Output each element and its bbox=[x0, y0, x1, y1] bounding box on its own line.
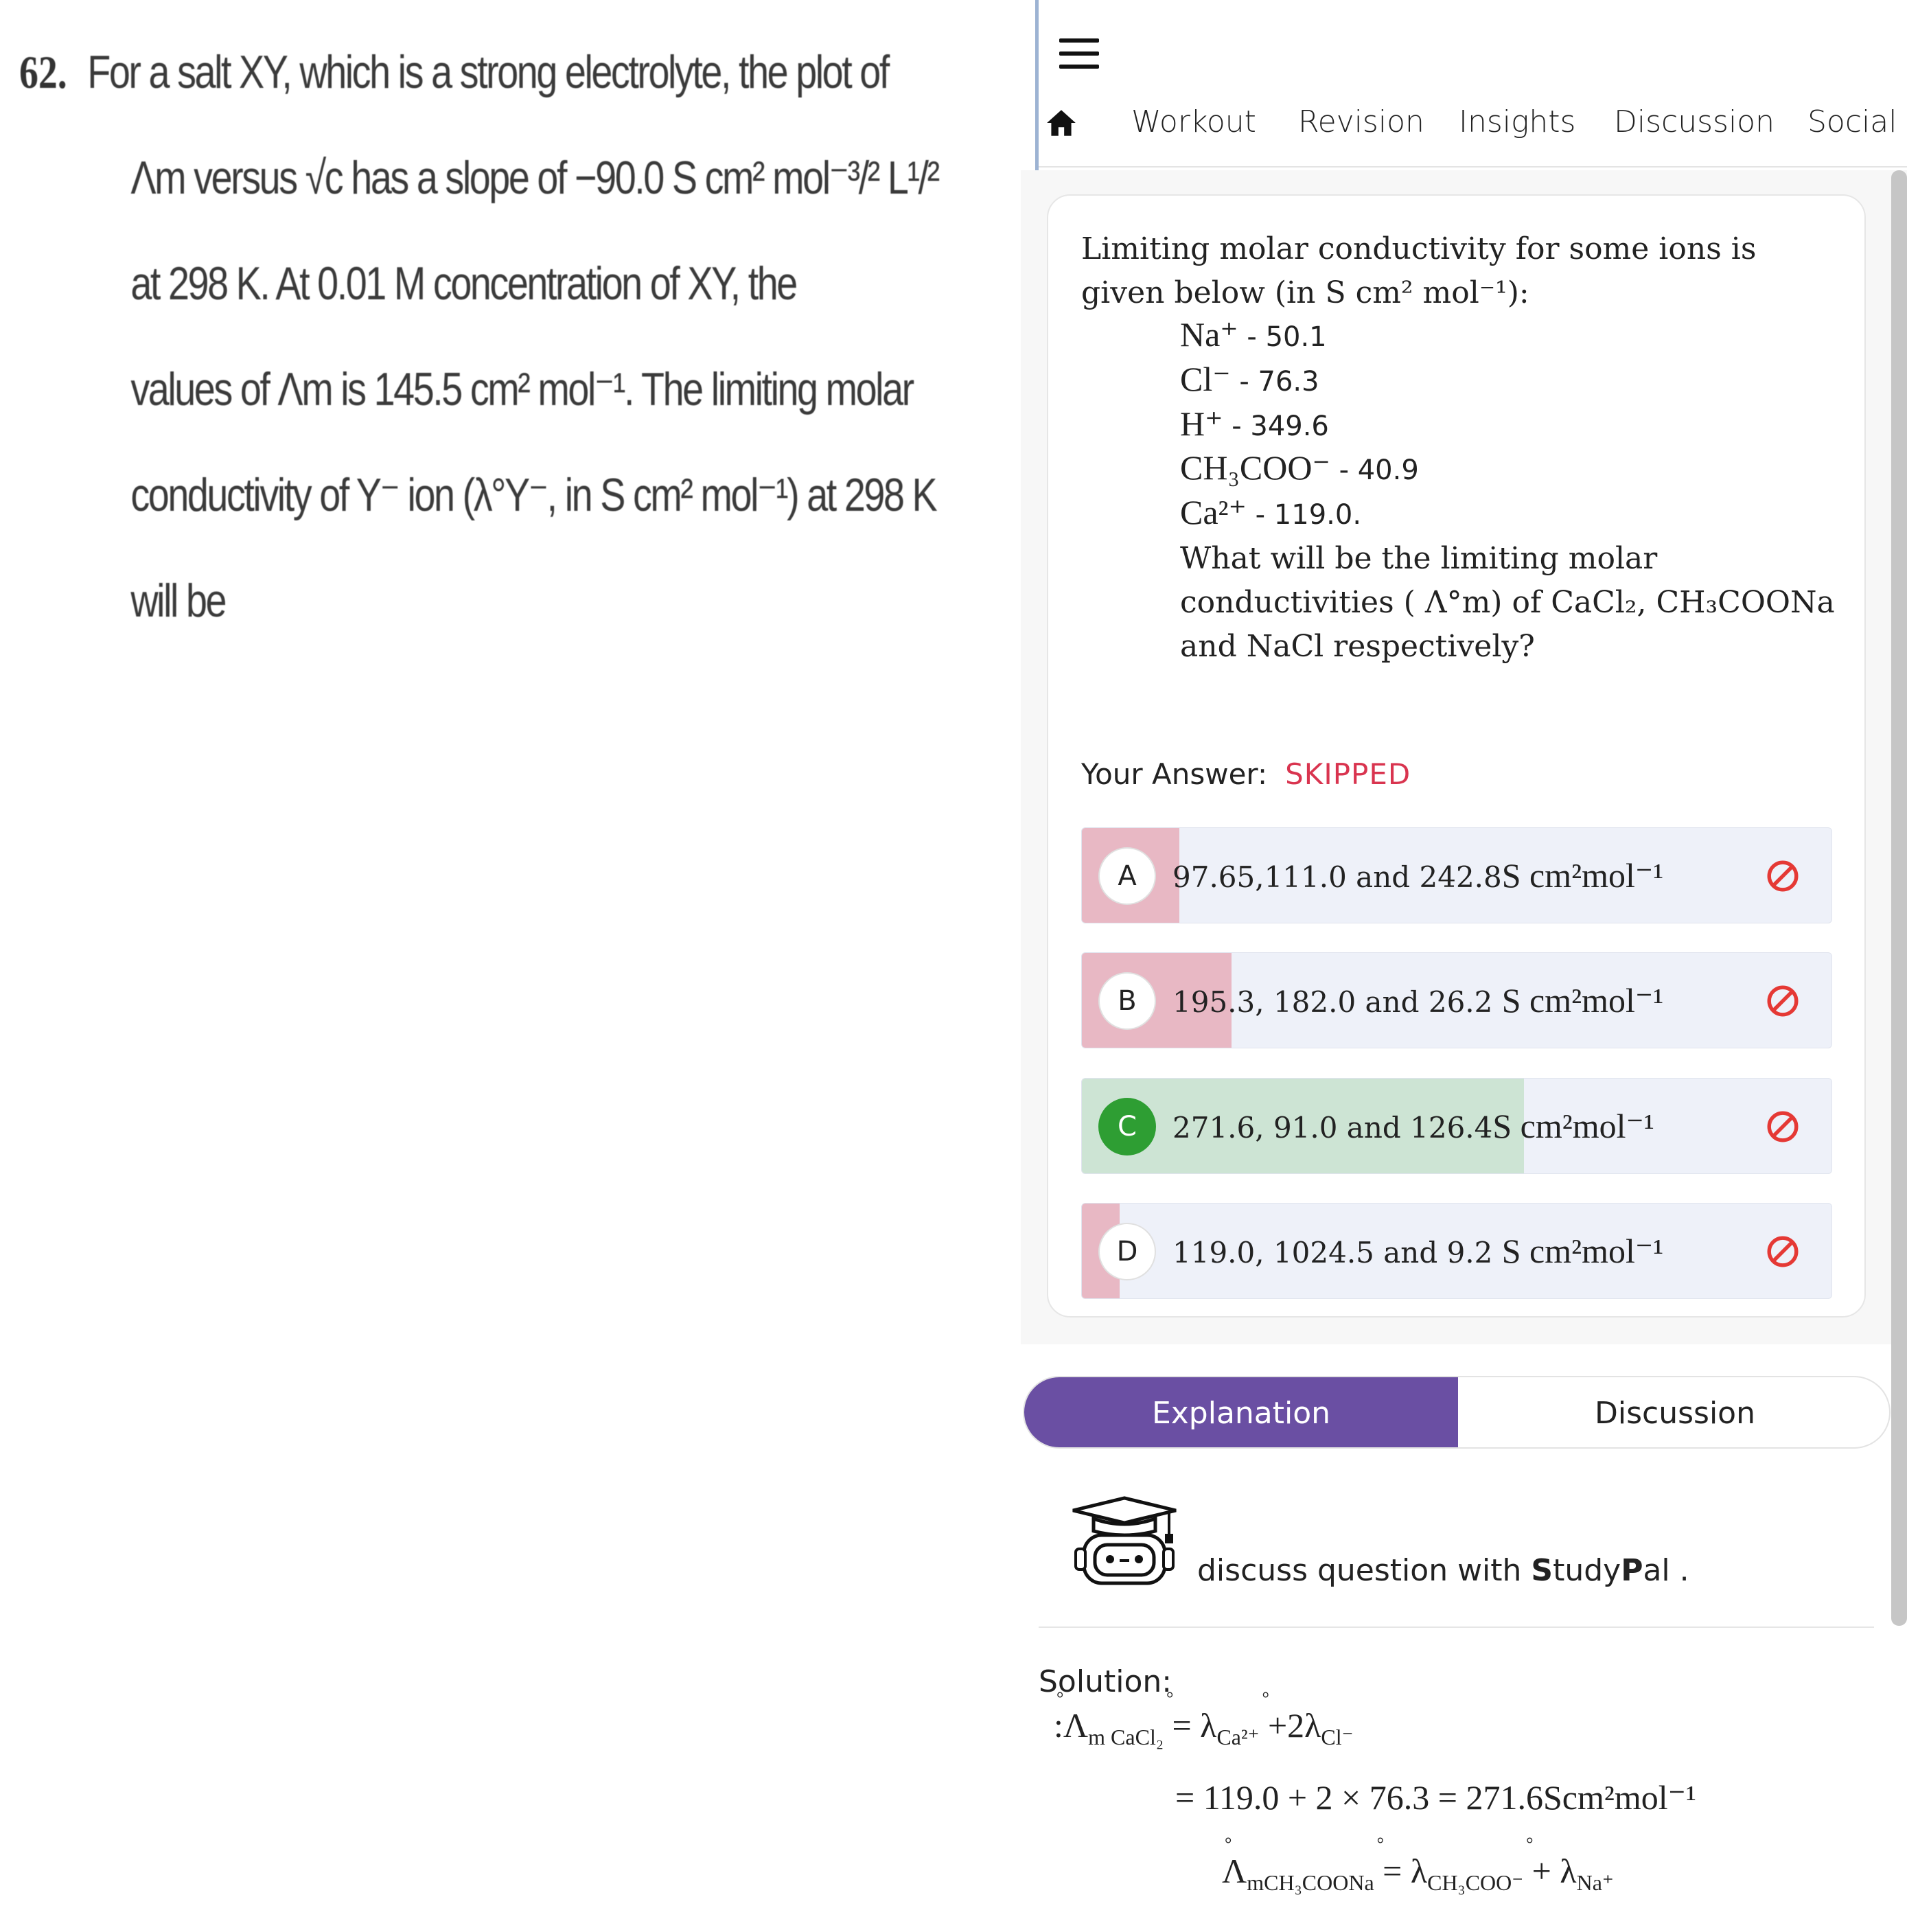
studypal-prefix: discuss question with bbox=[1197, 1553, 1532, 1588]
option-a[interactable] bbox=[1081, 827, 1832, 923]
math-mid: ° +2λ bbox=[1259, 1706, 1321, 1745]
solution-line-2: = 119.0 + 2 × 76.3 = 271.6Scm²mol⁻¹ bbox=[1175, 1778, 1696, 1817]
ion-row-h bbox=[1180, 404, 1329, 444]
math-sub: m CaCl₂ bbox=[1088, 1725, 1164, 1749]
option-letter: C bbox=[1098, 1098, 1156, 1155]
option-values: 97.65,111.0 and 242.8 bbox=[1172, 860, 1502, 894]
option-values: 195.3, 182.0 and 26.2 bbox=[1172, 985, 1502, 1019]
scanned-question-text bbox=[19, 19, 1032, 654]
option-values: 119.0, 1024.5 and 9.2 bbox=[1172, 1236, 1502, 1269]
scan-line-2: Λm versus √c has a slope of −90.0 S cm² mol⁻³/² L¹/² bbox=[130, 152, 938, 204]
math-rhs: ° = λ bbox=[1374, 1852, 1427, 1890]
studypal-robot-icon[interactable] bbox=[1066, 1495, 1183, 1589]
studypal-brand-s: S bbox=[1531, 1553, 1553, 1588]
your-answer-label: Your Answer: bbox=[1081, 757, 1268, 791]
studypal-brand-tudy: tudy bbox=[1553, 1553, 1621, 1588]
question-number: 62. bbox=[19, 46, 67, 98]
option-c[interactable] bbox=[1081, 1078, 1832, 1174]
ion-value: - 349.6 bbox=[1223, 411, 1329, 442]
ion-value: - 76.3 bbox=[1230, 366, 1319, 398]
math-sub: Ca²⁺ bbox=[1216, 1725, 1260, 1749]
option-letter: A bbox=[1098, 847, 1156, 905]
option-b[interactable] bbox=[1081, 952, 1832, 1048]
divider bbox=[1039, 1626, 1874, 1628]
scan-line-5: conductivity of Y⁻ ion (λ°Y⁻, in S cm² mol⁻¹) at 298 K bbox=[130, 469, 936, 521]
scan-text-1: For a salt XY, which is a strong electrolyte, the plot of bbox=[87, 46, 888, 98]
math-rhs: ° = λ bbox=[1164, 1706, 1216, 1745]
option-letter: B bbox=[1098, 972, 1156, 1030]
scrollbar[interactable] bbox=[1891, 170, 1907, 1626]
question-intro: Limiting molar conductivity for some ions is given below (in S cm² mol⁻¹): bbox=[1081, 231, 1757, 310]
blocked-icon bbox=[1766, 984, 1800, 1018]
solution-title: Solution: bbox=[1039, 1664, 1172, 1699]
math-mid: ° + λ bbox=[1523, 1852, 1576, 1890]
blocked-icon bbox=[1766, 859, 1800, 893]
blocked-icon bbox=[1766, 1109, 1800, 1144]
top-navigation bbox=[1039, 96, 1907, 168]
scan-line-3: at 298 K. At 0.01 M concentration of XY, the bbox=[130, 257, 796, 310]
nav-revision[interactable]: Revision bbox=[1298, 104, 1424, 139]
studypal-brand-al: al bbox=[1643, 1553, 1670, 1588]
home-icon[interactable] bbox=[1042, 106, 1080, 140]
studypal-brand-p: P bbox=[1621, 1553, 1643, 1588]
math-sub: CH₃COO⁻ bbox=[1427, 1870, 1524, 1895]
ion-symbol: Na⁺ bbox=[1180, 315, 1238, 354]
ion-symbol: Cl⁻ bbox=[1180, 360, 1231, 398]
ion-row-ca bbox=[1180, 492, 1361, 532]
math-sub: Cl⁻ bbox=[1321, 1725, 1354, 1749]
math-sub: mCH₃COONa bbox=[1247, 1870, 1374, 1895]
nav-insights[interactable]: Insights bbox=[1459, 104, 1576, 139]
ion-row-na bbox=[1180, 314, 1327, 354]
explanation-tabs bbox=[1023, 1376, 1891, 1449]
ion-row-acetate bbox=[1180, 448, 1419, 487]
your-answer bbox=[1081, 757, 1411, 791]
question-card bbox=[1047, 194, 1866, 1318]
math-lhs: ° :Λ bbox=[1054, 1706, 1088, 1745]
blocked-icon bbox=[1766, 1234, 1800, 1269]
solution-line-3 bbox=[1222, 1851, 1614, 1896]
option-unit: S cm²mol⁻¹ bbox=[1492, 1107, 1654, 1145]
ion-symbol: H⁺ bbox=[1180, 404, 1223, 443]
option-letter: D bbox=[1098, 1223, 1156, 1280]
nav-workout[interactable]: Workout bbox=[1131, 104, 1256, 139]
nav-social[interactable]: Social bbox=[1807, 104, 1897, 139]
studypal-link[interactable] bbox=[1197, 1553, 1689, 1588]
math-sub: Na⁺ bbox=[1576, 1870, 1614, 1895]
ion-value: - 119.0. bbox=[1246, 499, 1362, 531]
answer-status: SKIPPED bbox=[1285, 757, 1411, 791]
scan-line-6: will be bbox=[130, 575, 226, 627]
option-unit: S cm²mol⁻¹ bbox=[1501, 856, 1664, 895]
ion-value: - 40.9 bbox=[1330, 455, 1419, 486]
ion-symbol: CH₃COO⁻ bbox=[1180, 448, 1330, 487]
scrollbar-thumb[interactable] bbox=[1891, 170, 1907, 1626]
math-lhs: ° Λ bbox=[1222, 1852, 1247, 1890]
option-text bbox=[1172, 855, 1663, 895]
option-values: 271.6, 91.0 and 126.4 bbox=[1172, 1111, 1493, 1145]
option-d[interactable] bbox=[1081, 1203, 1832, 1299]
tab-explanation[interactable]: Explanation bbox=[1024, 1377, 1458, 1449]
option-text bbox=[1172, 980, 1663, 1020]
option-text bbox=[1172, 1231, 1663, 1271]
option-unit: S cm²mol⁻¹ bbox=[1501, 981, 1664, 1020]
hamburger-menu-icon[interactable] bbox=[1059, 38, 1099, 69]
scan-line-1 bbox=[19, 19, 1032, 125]
solution-line-1 bbox=[1054, 1705, 1354, 1750]
tab-discussion[interactable]: Discussion bbox=[1595, 1396, 1755, 1431]
nav-discussion[interactable]: Discussion bbox=[1614, 104, 1775, 139]
ion-value: - 50.1 bbox=[1238, 321, 1327, 353]
ion-row-cl bbox=[1180, 359, 1319, 399]
studypal-suffix: . bbox=[1669, 1553, 1689, 1588]
scan-line-4: values of Λm is 145.5 cm² mol⁻¹. The limiting molar bbox=[130, 363, 913, 415]
option-text bbox=[1172, 1106, 1654, 1146]
question-ask: What will be the limiting molar conductivities ( Λ°m) of CaCl₂, CH₃COONa and NaCl respectively? bbox=[1180, 541, 1835, 664]
option-unit: S cm²mol⁻¹ bbox=[1501, 1232, 1664, 1270]
ion-symbol: Ca²⁺ bbox=[1180, 493, 1247, 531]
